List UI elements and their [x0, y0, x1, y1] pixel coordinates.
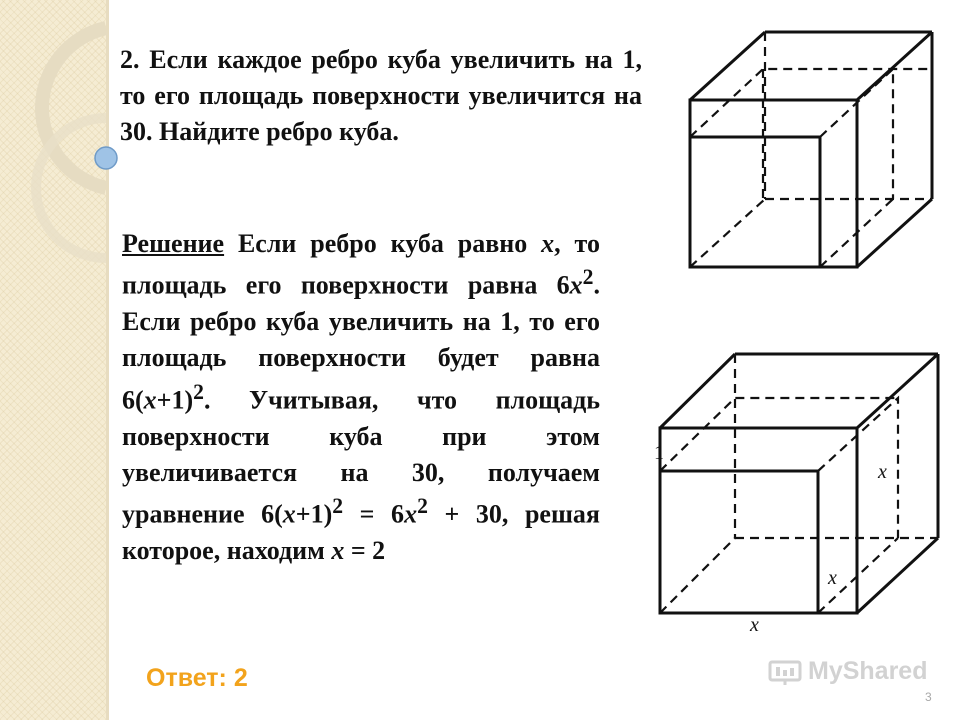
label-x-right: x	[878, 461, 887, 483]
problem-statement: 2. Если каждое ребро куба увеличить на 1, то его площадь поверхности увеличится на 30. Найдите ребро куба.	[120, 45, 642, 147]
label-x-bottom: x	[750, 614, 759, 636]
myshared-logo	[768, 657, 927, 686]
answer: Ответ: 2	[146, 664, 248, 692]
solution-heading: Решение	[122, 229, 225, 258]
label-x-inner: x	[828, 567, 837, 589]
logo-text: MyShared	[808, 657, 928, 685]
cube-figure-top	[680, 22, 950, 278]
page-number: 3	[925, 690, 932, 704]
presentation-icon	[768, 658, 802, 686]
label-one: 1	[654, 442, 664, 464]
solution-text: Решение Если ребро куба равно x, то площадь его поверхности равна $6x^2$. Если ребро куба увеличить на 1, то его площадь поверхности будет равна $6(x+1)^2$. Учитывая, что площадь поверхности куба при этом увеличивается на 30, получаем уравнение $6(x+1)^2 = 6x^2 + 30$, решая которое, находим x = 2	[122, 229, 600, 566]
cube-figure-bottom	[640, 338, 950, 638]
bullet-dot	[95, 147, 117, 169]
